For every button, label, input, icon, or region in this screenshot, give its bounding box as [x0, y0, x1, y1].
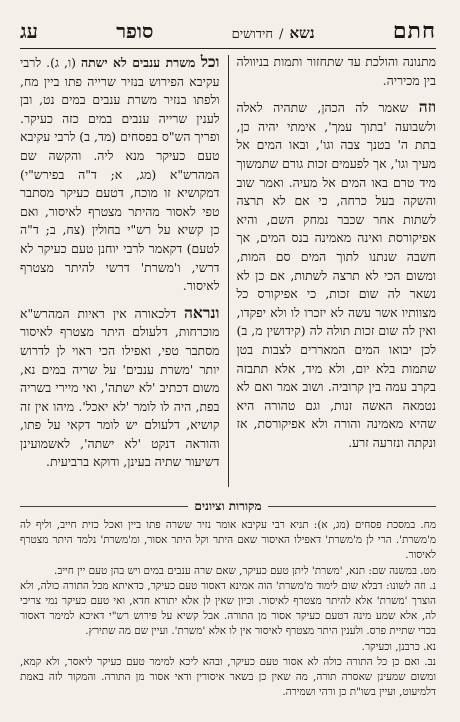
header-title: חתם [392, 18, 436, 44]
right-para-2-text: שאמר לה הכהן, שתהיה לאלה ולשבועה 'בתוך עמך', אימתי יהיה כן, בתת ה' בטנך צבה וגו', ובאו המים אל מעיך וגו', אך לפעמים זכות גורם שתמשוך מיד טרם באו המים אל מעיה. ואמר שוב והשקה בעל כרחה, כי אם לא תרצה לשתות אחר שכבר נמחק השם, והיא אפיקורסת ואינה מאמינה בנס המים, אך חשבה שנתנו לתוך המים סם המות, ומשום הכי לא תרצה לשתות, אם כן לא נשאר לה שום זכות, כי אפיקורס כל מצוותיו אשר עשה לא יזכרו לו ולא יפקדו, ואין לה שום זכות תולה לה (קידושין מ, ב) לכן יבואו המים המאררים לצבות בטן שתמות בלא יום, ולא מיד, אלא תתבזה בקרב עמה בין קרוביה. ושוב אמר ואם לא נטמאה האשה זנות, וגם טהורה היא שהיא מאמינה והורה ולא אפיקורסת, אז ונקתה ונזרעה זרע. [236, 100, 436, 450]
text-columns [20, 53, 436, 493]
left-para-1-bold: משרת ענבים לא ישתה [80, 55, 201, 70]
header-sofer: סופר [116, 19, 154, 43]
left-para-1-lead: וכל [200, 52, 220, 71]
footnotes-title: מקורות וציונים [194, 499, 262, 513]
header-section-type: חידושים [231, 27, 274, 42]
header-rule [20, 48, 436, 49]
left-para-2-lead: ונראה [184, 302, 220, 322]
footnotes-rule-right [268, 506, 436, 507]
left-para-1-text: (ו, ג). לרבי עקיבא הפירוש בנזיר שרייה פתו ביין מח, ולפתו בנזיר משרת ענבים במים נט, ובן לענין שרייה ענבים במים כזה כעיקר. ופריך הש"ס בפסחים (מד, ב) לרבי עקיבא טעם כעיקר מנא ליה. והקשה שם המהרש"א (מג, א; ד"ה בפירש"י) דמקושיא זו מוכח, דטעם כעיקר מסתבר טפי לאסור מהיתר מצטרף לאיסור, ואם כן קשיא על רש"י בחולין (צח, ב; ד"ה לטעם) דקאמר לרבי יוחנן טעם כעיקר לא דרשי, ו'משרת' דרשי להיתר מצטרף לאיסור. [20, 55, 220, 294]
footnote: נ. וזה לשונו: דבלא שום לימוד מ'משרת' הוה אמינא דאסור טעם כעיקר, כדאיתא מכל התורה כולה, ולא הוצרך 'משרת' אלא להיתר מצטרף לאיסור. וכיון שאין לן אלא יתורא חדא, ואי טעם כעיקר נמי צריכי לה, אלא שמע מינה דטעם כעיקר אסור מן התורה. אבל קשיא על פירוש רש"י דאיכא למימר דאסור בכדי שתיית פרס. ולענין היתר מצטרף לאיסור אין לו אלא 'משרת'. ועיין שם מה שתירץ. [20, 579, 436, 638]
left-para-2 [20, 304, 220, 472]
left-para-2-text: דלכאורה אין ראיות המהרש"א מוכרחות, דלעולם היתר מצטרף לאיסור מסתבר טפי, ואפילו הכי ראוי לן לדרוש יותר 'משרת ענבים' על שריה במים נא, משום דכתיב 'לא ישתה', ואי מיירי בשריה בפת, היה לו לומר 'לא יאכל'. מיהו אין זה קושיא, דלעולם יש לומר דקאי על פתו, והוראה דנקט 'לא ישתה', לאשמועינן דשיעור שתיה בעינן, ודוקא ברביעית. [20, 305, 220, 470]
right-column [229, 53, 437, 493]
footnotes-rule-left [20, 506, 188, 507]
footnotes-title-row [20, 499, 436, 514]
left-para-1 [20, 53, 220, 296]
header-separator: / [279, 27, 284, 42]
page-number: עג [20, 19, 38, 43]
footnote: מט. במשנה שם: תנא, 'משרת' ליתן טעם כעיקר, שאם שרה ענבים במים ויש בהן טעם יין חייב. [54, 564, 436, 577]
column-divider [228, 55, 229, 487]
page-header [20, 18, 436, 42]
footnote: נא. כרבנן, וכעיקר. [361, 640, 436, 653]
right-para-2-lead: וזה [418, 97, 436, 117]
right-para-2 [237, 98, 437, 452]
left-column [20, 53, 228, 493]
footnote: נב. ואם כן כל התורה כולה לא אסור טעם כעיקר, ובהא ליכא למימר טעם כעיקר ליאסר, ולא קמא, ומשום שמעינן שאסרה תורה, מה שאין כן בשאר איסורין ודאי אסור מן התורה. והמקור לזה באמת דלמיעוט, ועיין בשו"ת כן ורהי ושמירה. [20, 655, 436, 699]
header-section [232, 24, 315, 43]
header-section-name: נשא [289, 24, 315, 42]
right-para-1: מתנונה והולכת עד שתחזור ותמות בניוולה בין מכיריה. [236, 54, 436, 88]
footnote: מח. במסכת פסחים (מג, א): תניא רבי עקיבא אומר נזיר ששרה פתו ביין ואכל כזית חייב, וליף לה מ'משרת'. הרי לן מ'משרת' דאפילו האיסור שאם היתר וקל היתר אסור, ומ'משרת' נלמד היתר מצטרף לאיסור. [20, 519, 436, 562]
footnotes [20, 518, 436, 700]
